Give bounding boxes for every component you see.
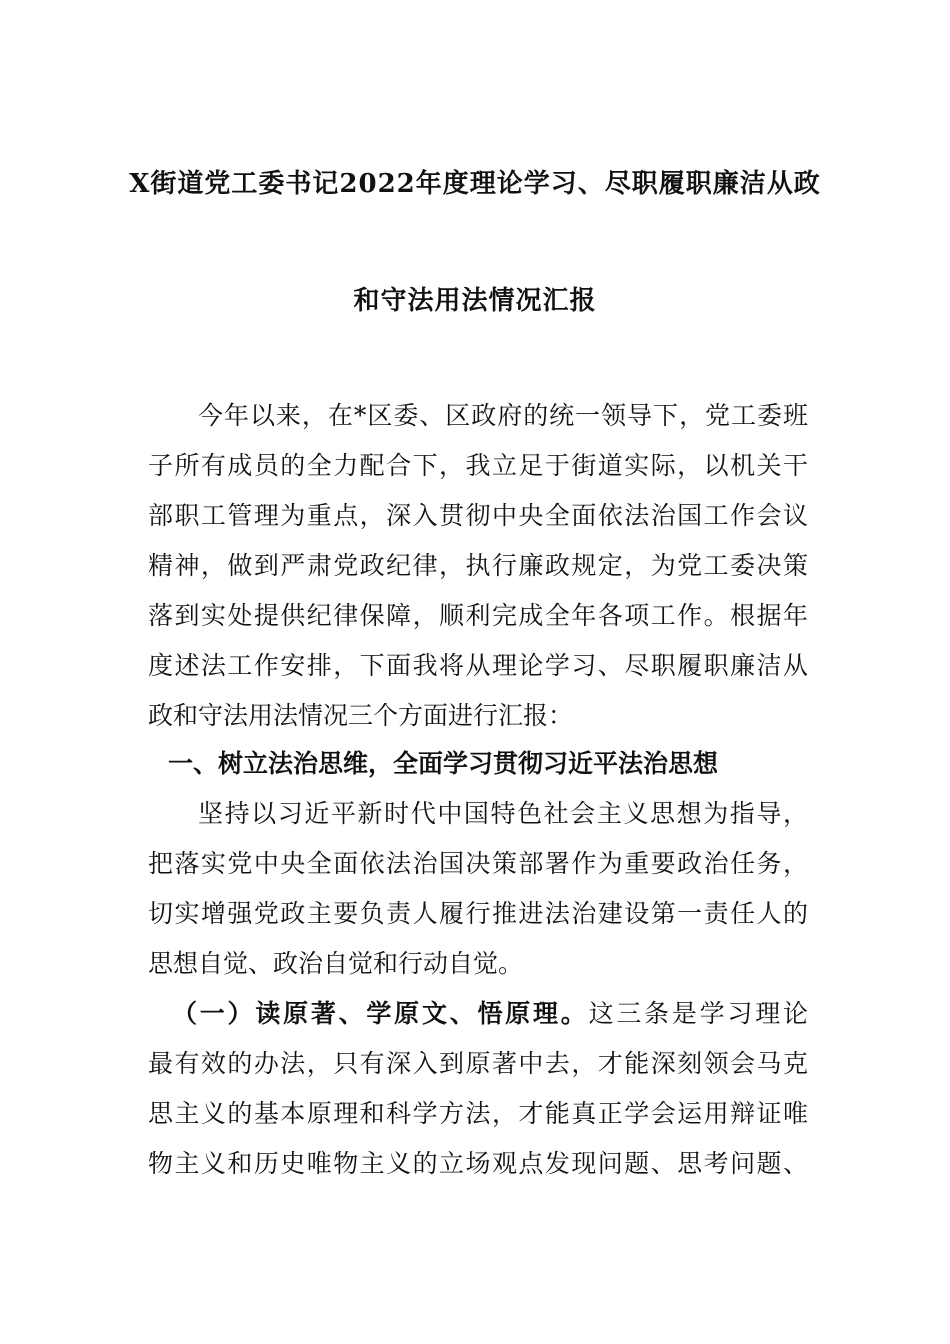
- intro-line: 今年以来，在*区委、区政府的统一领导下，党工委班: [198, 401, 808, 430]
- section-paragraph-line: 切实增强党政主要负责人履行推进法治建设第一责任人的: [148, 899, 808, 928]
- subsection-first-line: [172, 996, 808, 1032]
- intro-line: 子所有成员的全力配合下，我立足于街道实际，以机关干: [148, 451, 808, 480]
- intro-line: 政和守法用法情况三个方面进行汇报：: [148, 701, 574, 730]
- section-paragraph-line: 坚持以习近平新时代中国特色社会主义思想为指导，: [198, 799, 808, 828]
- section-paragraph-line: 思想自觉、政治自觉和行动自觉。: [148, 949, 524, 978]
- section-paragraph-line: 把落实党中央全面依法治国决策部署作为重要政治任务，: [148, 849, 808, 878]
- document-title-line-1: X街道党工委书记2022年度理论学习、尽职履职廉洁从政: [129, 169, 821, 199]
- subsection-lead: （一）读原著、学原文、悟原理。: [172, 999, 589, 1028]
- subsection-line: 最有效的办法，只有深入到原著中去，才能深刻领会马克: [148, 1049, 808, 1078]
- section-heading: 一、树立法治思维，全面学习贯彻习近平法治思想: [168, 749, 719, 778]
- subsection-line: 思主义的基本原理和科学方法，才能真正学会运用辩证唯: [148, 1099, 808, 1128]
- subsection-lead-text: 这三条是学习理论: [588, 999, 808, 1028]
- intro-line: 精神，做到严肃党政纪律，执行廉政规定，为党工委决策: [148, 551, 808, 580]
- intro-line: 部职工管理为重点，深入贯彻中央全面依法治国工作会议: [148, 501, 808, 530]
- subsection-line: 物主义和历史唯物主义的立场观点发现问题、思考问题、: [148, 1149, 808, 1178]
- document-title-line-2: 和守法用法情况汇报: [353, 286, 597, 316]
- intro-line: 度述法工作安排，下面我将从理论学习、尽职履职廉洁从: [148, 651, 808, 680]
- intro-line: 落到实处提供纪律保障，顺利完成全年各项工作。根据年: [148, 601, 808, 630]
